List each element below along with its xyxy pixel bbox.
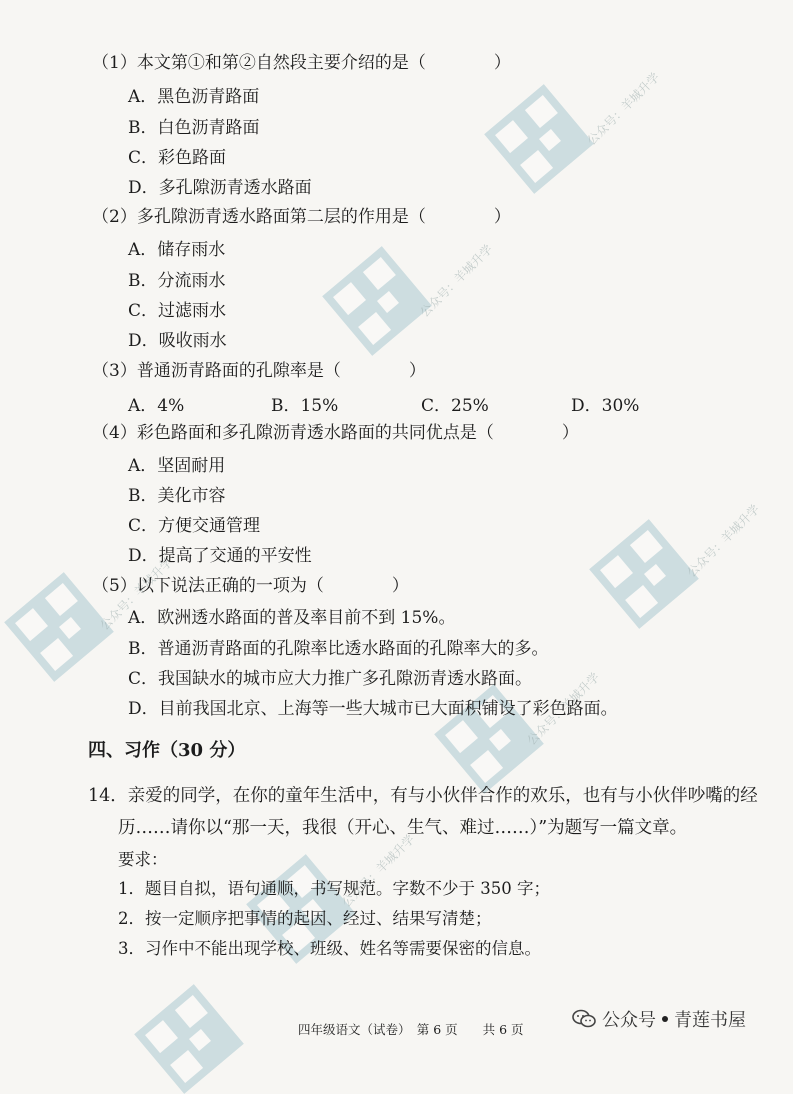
question-2-option-b: B．分流雨水: [128, 271, 226, 291]
watermark-text: 公众号：羊城升学: [339, 831, 418, 910]
question-4-stem: （4）彩色路面和多孔隙沥青透水路面的共同优点是（ ）: [92, 423, 579, 443]
qr-watermark-icon: [322, 246, 432, 356]
question-2-option-d: D．吸收雨水: [128, 331, 227, 351]
watermark-text: 公众号：羊城升学: [97, 554, 176, 633]
question-2-stem: （2）多孔隙沥青透水路面第二层的作用是（ ）: [92, 207, 511, 227]
brand-prefix: 公众号: [602, 1010, 656, 1031]
watermark-text: 公众号：羊城升学: [524, 669, 603, 748]
question-4-option-c: C．方便交通管理: [128, 516, 261, 536]
question-3-options: [128, 391, 688, 416]
question-3-option-c: C．25%: [421, 396, 489, 416]
watermark-text: 公众号：羊城升学: [684, 501, 763, 580]
watermark-text: 公众号：羊城升学: [417, 241, 496, 320]
wechat-brand-badge: [572, 1006, 746, 1032]
question-5-option-b: B．普通沥青路面的孔隙率比透水路面的孔隙率大的多。: [128, 639, 549, 659]
question-1-option-b: B．白色沥青路面: [128, 118, 260, 138]
question-4-option-b: B．美化市容: [128, 486, 226, 506]
question-5-option-a: A．欧洲透水路面的普及率目前不到 15%。: [128, 608, 456, 628]
brand-name: 青莲书屋: [674, 1010, 746, 1031]
question-5-option-c: C．我国缺水的城市应大力推广多孔隙沥青透水路面。: [128, 669, 533, 689]
requirement-item-3: 3．习作中不能出现学校、班级、姓名等需要保密的信息。: [118, 939, 541, 958]
question-1-option-c: C．彩色路面: [128, 148, 227, 168]
question-3-option-d: D．30%: [571, 396, 640, 416]
essay-prompt-line-1: 14．亲爱的同学，在你的童年生活中，有与小伙伴合作的欢乐，也有与小伙伴吵嘴的经: [88, 786, 758, 806]
question-1-option-d: D．多孔隙沥青透水路面: [128, 178, 312, 198]
question-2-option-a: A．储存雨水: [128, 240, 226, 260]
watermark-text: 公众号：羊城升学: [584, 69, 663, 148]
question-2-option-c: C．过滤雨水: [128, 301, 227, 321]
separator-dot: [662, 1016, 668, 1022]
qr-watermark-icon: [484, 84, 594, 194]
wechat-icon: [572, 1009, 596, 1029]
question-3-option-a: A．4%: [128, 396, 185, 416]
section-heading-writing: 四、习作（30 分）: [88, 740, 246, 761]
page-footer: 四年级语文（试卷） 第 6 页 共 6 页: [298, 1022, 524, 1037]
question-3-stem: （3）普通沥青路面的孔隙率是（ ）: [92, 361, 426, 381]
question-3-option-b: B．15%: [271, 396, 339, 416]
qr-watermark-icon: [589, 519, 699, 629]
requirement-item-1: 1．题目自拟，语句通顺，书写规范。字数不少于 350 字；: [118, 879, 550, 898]
question-5-stem: （5）以下说法正确的一项为（ ）: [92, 576, 409, 596]
requirements-heading: 要求：: [118, 850, 168, 869]
question-1-option-a: A．黑色沥青路面: [128, 87, 260, 107]
essay-prompt-line-2: 历……请你以“那一天，我很（开心、生气、难过……）”为题写一篇文章。: [118, 818, 688, 838]
question-4-option-d: D．提高了交通的平安性: [128, 546, 312, 566]
qr-watermark-icon: [134, 984, 244, 1094]
question-4-option-a: A．坚固耐用: [128, 456, 226, 476]
requirement-item-2: 2．按一定顺序把事情的起因、经过、结果写清楚；: [118, 909, 492, 928]
question-5-option-d: D．目前我国北京、上海等一些大城市已大面积铺设了彩色路面。: [128, 699, 618, 719]
question-1-stem: （1）本文第①和第②自然段主要介绍的是（ ）: [92, 53, 511, 73]
